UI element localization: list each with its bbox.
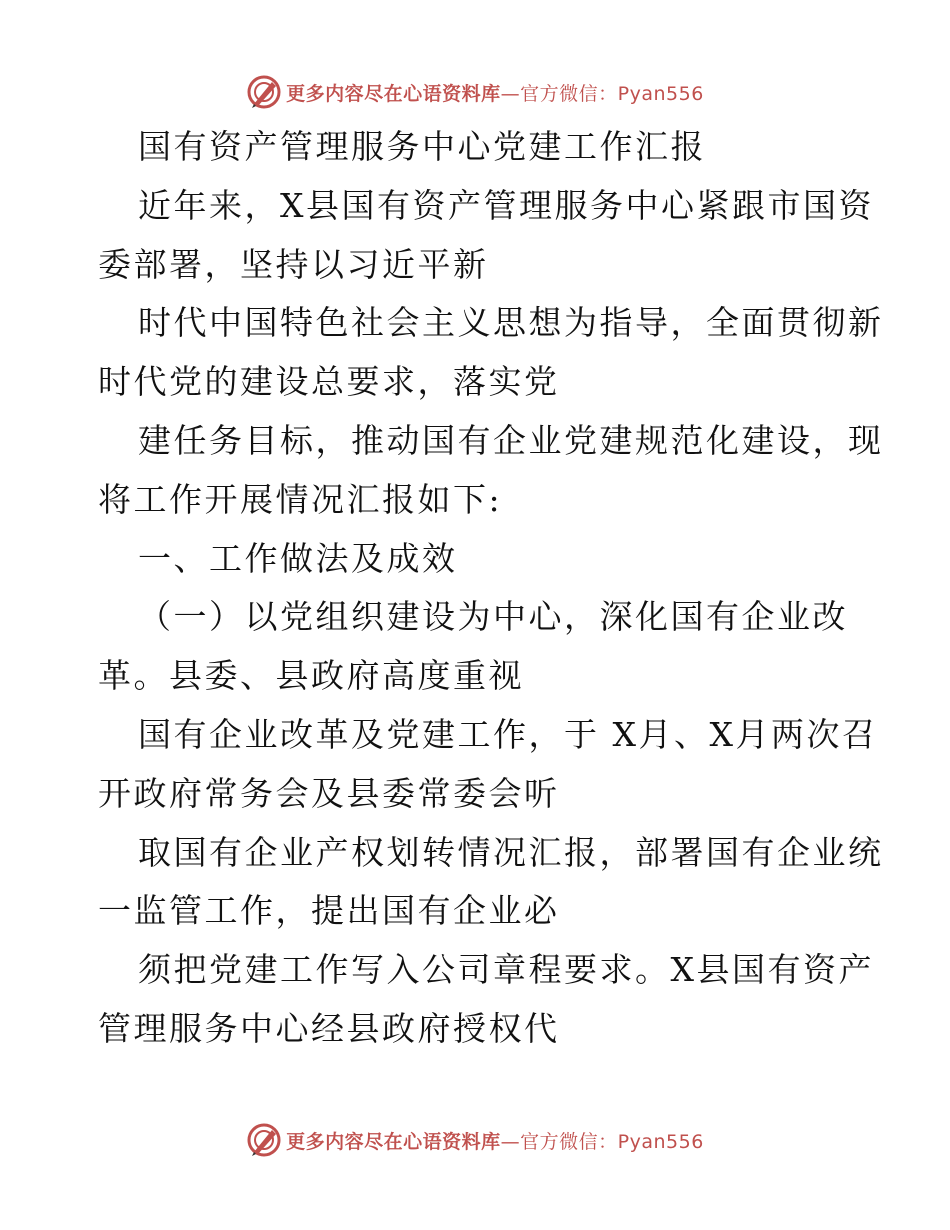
pen-logo-icon (246, 74, 282, 110)
text-line: 建任务目标，推动国有企业党建规范化建设，现 (138, 420, 884, 460)
text-line: 国有资产管理服务中心党建工作汇报 (138, 127, 706, 166)
text-line: 革。县委、县政府高度重视 (98, 656, 524, 696)
text-line: 一、工作做法及成效 (138, 538, 458, 578)
text-line: 时代党的建设总要求，落实党 (98, 362, 560, 402)
text-line: 取国有企业产权划转情况汇报，部署国有企业统 (138, 832, 884, 872)
watermark-text: 更多内容尽在心语资料库—官方微信：Pyan556 (286, 1130, 704, 1153)
text-line: 近年来，X县国有资产管理服务中心紧跟市国资 (138, 185, 874, 225)
document-body (98, 118, 884, 1059)
text-line: 委部署，坚持以习近平新 (98, 244, 489, 284)
text-line: 管理服务中心经县政府授权代 (98, 1008, 560, 1048)
watermark-footer (0, 1120, 950, 1160)
text-line: 开政府常务会及县委常委会听 (98, 773, 560, 813)
pen-logo-icon (246, 1122, 282, 1158)
text-line: 将工作开展情况汇报如下: (98, 479, 503, 519)
text-line: （一）以党组织建设为中心，深化国有企业改 (138, 597, 848, 637)
text-line: 一监管工作，提出国有企业必 (98, 891, 560, 931)
text-line: 国有企业改革及党建工作，于 X月、X月两次召 (138, 714, 878, 754)
watermark-text: 更多内容尽在心语资料库—官方微信：Pyan556 (286, 82, 704, 105)
text-line: 时代中国特色社会主义思想为指导，全面贯彻新 (138, 303, 884, 343)
watermark-header (0, 72, 950, 112)
text-line: 须把党建工作写入公司章程要求。X县国有资产 (138, 950, 874, 990)
